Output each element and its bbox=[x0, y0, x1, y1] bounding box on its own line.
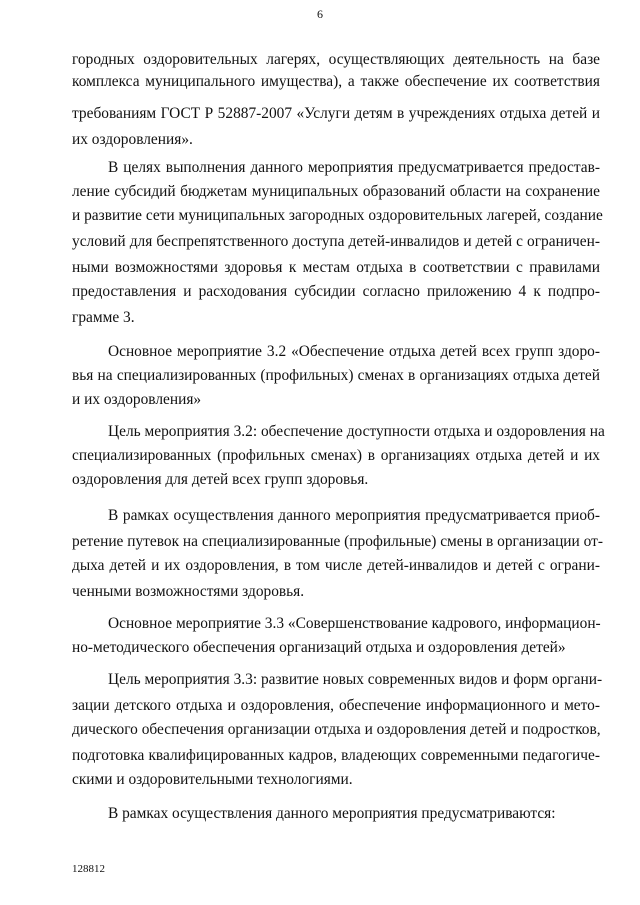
text-line: городных оздоровительных лагерях, осуществляющих деятельность на базе bbox=[72, 51, 600, 68]
text-line: Основное мероприятие 3.2 «Обеспечение отдыха детей всех групп здоро- bbox=[108, 343, 600, 360]
text-line: оздоровления для детей всех групп здоровья. bbox=[72, 471, 369, 488]
text-line: и развитие сети муниципальных загородных оздоровительных лагерей, создание bbox=[72, 207, 603, 224]
text-line: дыха детей и их оздоровления, в том числе детей-инвалидов и детей с ограни- bbox=[72, 557, 600, 574]
text-line: ление субсидий бюджетам муниципальных образований области на сохранение bbox=[72, 183, 600, 200]
text-line: предоставления и расходования субсидии согласно приложению 4 к подпро- bbox=[72, 283, 600, 300]
text-line: ретение путевок на специализированные (профильные) смены в организации от- bbox=[72, 533, 603, 550]
text-line: Цель мероприятия 3.3: развитие новых современных видов и форм органи- bbox=[108, 671, 603, 688]
text-line: условий для беспрепятственного доступа детей-инвалидов и детей с ограничен- bbox=[72, 233, 600, 250]
text-line: ченными возможностями здоровья. bbox=[72, 583, 305, 600]
text-line: специализированных (профильных сменах) в организациях отдыха детей и их bbox=[72, 447, 600, 464]
text-line: скими и оздоровительными технологиями. bbox=[72, 771, 353, 788]
text-line: зации детского отдыха и оздоровления, обеспечение информационного и мето- bbox=[72, 697, 600, 714]
text-line: ными возможностями здоровья к местам отдыха в соответствии с правилами bbox=[72, 259, 600, 276]
text-line: В целях выполнения данного мероприятия предусматривается предостав- bbox=[108, 159, 600, 176]
text-line: В рамках осуществления данного мероприятия предусматривается приоб- bbox=[108, 507, 600, 524]
text-line: вья на специализированных (профильных) сменах в организациях отдыха детей bbox=[72, 367, 600, 384]
text-line: но-методического обеспечения организаций отдыха и оздоровления детей» bbox=[72, 639, 566, 656]
text-line: В рамках осуществления данного мероприятия предусматриваются: bbox=[108, 805, 556, 822]
text-line: требованиям ГОСТ Р 52887-2007 «Услуги детям в учреждениях отдыха детей и bbox=[72, 105, 600, 122]
text-line: грамме 3. bbox=[72, 309, 135, 326]
text-line: их оздоровления». bbox=[72, 131, 193, 148]
text-line: Цель мероприятия 3.2: обеспечение доступности отдыха и оздоровления на bbox=[108, 423, 605, 440]
page-number: 6 bbox=[317, 7, 323, 21]
text-line: Основное мероприятие 3.3 «Совершенствование кадрового, информацион- bbox=[108, 615, 601, 632]
text-line: и их оздоровления» bbox=[72, 391, 202, 408]
text-line: дического обеспечения организации отдыха и оздоровления детей и подростков, bbox=[72, 721, 601, 738]
footer-code: 128812 bbox=[72, 863, 105, 875]
text-line: подготовка квалифицированных кадров, владеющих современными педагогиче- bbox=[72, 747, 600, 764]
text-line: комплекса муниципального имущества), а также обеспечение их соответствия bbox=[72, 73, 600, 90]
